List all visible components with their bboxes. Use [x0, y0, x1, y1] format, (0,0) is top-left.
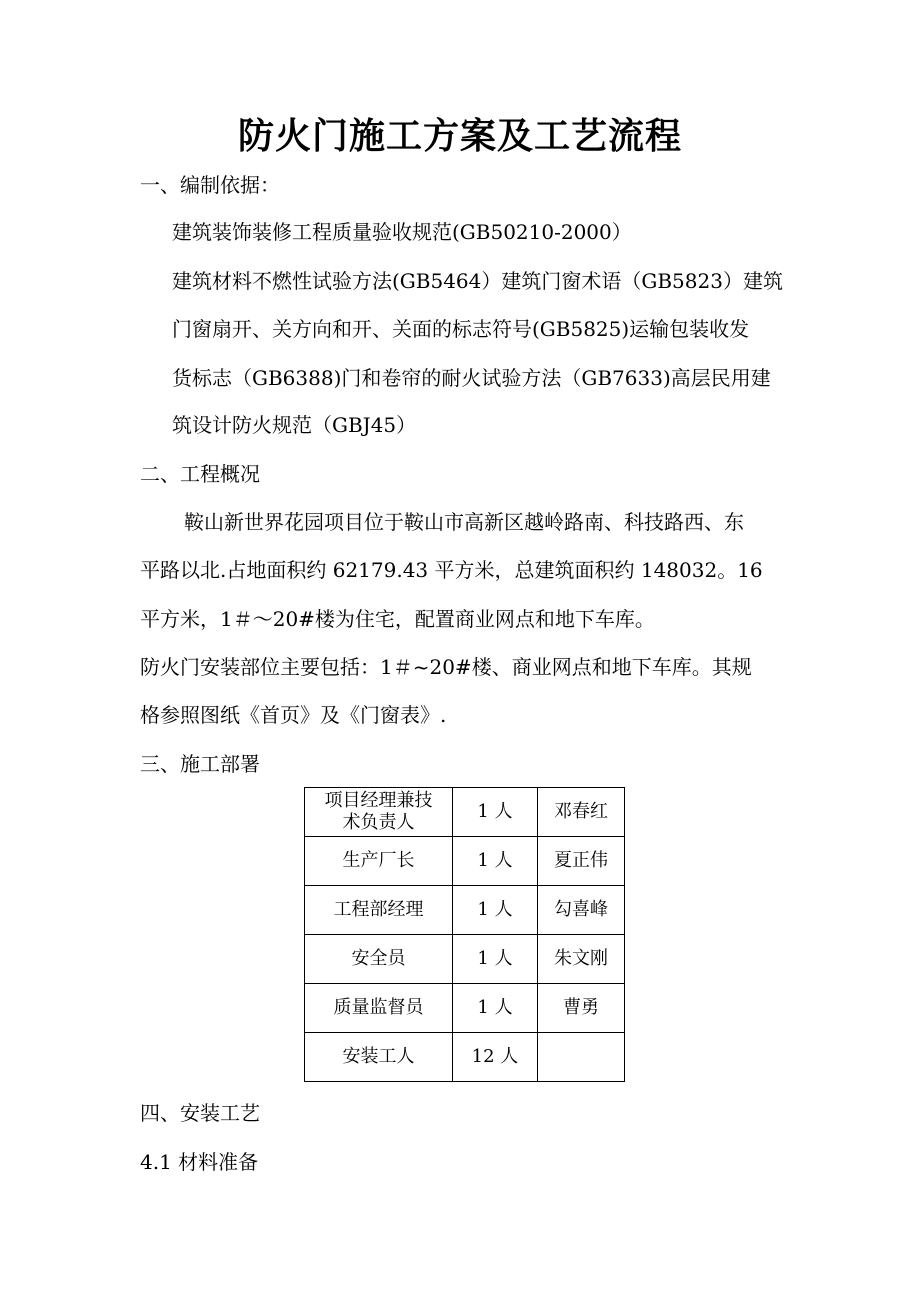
table-cell-role: 质量监督员 — [305, 984, 453, 1033]
table-cell-count: 1 人 — [453, 935, 538, 984]
paragraph-line: 筑设计防火规范（GBJ45） — [172, 413, 417, 437]
table-cell-name: 邓春红 — [538, 788, 625, 837]
section-heading-basis: 一、编制依据： — [140, 173, 280, 197]
paragraph-line: 平路以北.占地面积约 62179.43 平方米，总建筑面积约 148032。16 — [140, 558, 763, 582]
table-cell-name — [538, 1033, 625, 1082]
paragraph-line: 平方米，1＃～20#楼为住宅，配置商业网点和地下车库。 — [140, 607, 655, 631]
table-row — [305, 1033, 625, 1082]
table-cell-role: 项目经理兼技术负责人 — [305, 788, 453, 837]
table-cell-role: 安装工人 — [305, 1033, 453, 1082]
table-cell-name: 曹勇 — [538, 984, 625, 1033]
table-cell-count: 12 人 — [453, 1033, 538, 1082]
paragraph-line: 门窗扇开、关方向和开、关面的标志符号(GB5825)运输包装收发 — [172, 317, 750, 341]
table-cell-count: 1 人 — [453, 788, 538, 837]
table-cell-count: 1 人 — [453, 886, 538, 935]
table-row — [305, 788, 625, 837]
table-cell-count: 1 人 — [453, 984, 538, 1033]
table-cell-role: 工程部经理 — [305, 886, 453, 935]
table-cell-name: 夏正伟 — [538, 837, 625, 886]
table-cell-name: 朱文刚 — [538, 935, 625, 984]
paragraph-line: 货标志（GB6388)门和卷帘的耐火试验方法（GB7633)高层民用建 — [172, 366, 771, 390]
table-cell-role: 安全员 — [305, 935, 453, 984]
table-cell-role: 生产厂长 — [305, 837, 453, 886]
staff-table — [304, 787, 625, 1082]
table-row — [305, 984, 625, 1033]
table-row — [305, 886, 625, 935]
section-heading-installation: 四、安装工艺 — [140, 1101, 260, 1125]
table-row — [305, 837, 625, 886]
section-heading-deployment: 三、施工部署 — [140, 752, 260, 776]
section-heading-overview: 二、工程概况 — [140, 462, 260, 486]
paragraph-line: 建筑材料不燃性试验方法(GB5464）建筑门窗术语（GB5823）建筑 — [172, 269, 783, 293]
paragraph-line: 建筑装饰装修工程质量验收规范(GB50210-2000） — [172, 220, 632, 244]
paragraph-line: 鞍山新世界花园项目位于鞍山市高新区越岭路南、科技路西、东 — [184, 510, 744, 534]
subsection-heading-materials: 4.1 材料准备 — [140, 1150, 259, 1174]
table-cell-name: 勾喜峰 — [538, 886, 625, 935]
table-row — [305, 935, 625, 984]
paragraph-line: 防火门安装部位主要包括：1＃~20#楼、商业网点和地下车库。其规 — [140, 655, 752, 679]
document-title: 防火门施工方案及工艺流程 — [237, 115, 682, 157]
paragraph-line: 格参照图纸《首页》及《门窗表》. — [140, 703, 447, 727]
table-cell-count: 1 人 — [453, 837, 538, 886]
